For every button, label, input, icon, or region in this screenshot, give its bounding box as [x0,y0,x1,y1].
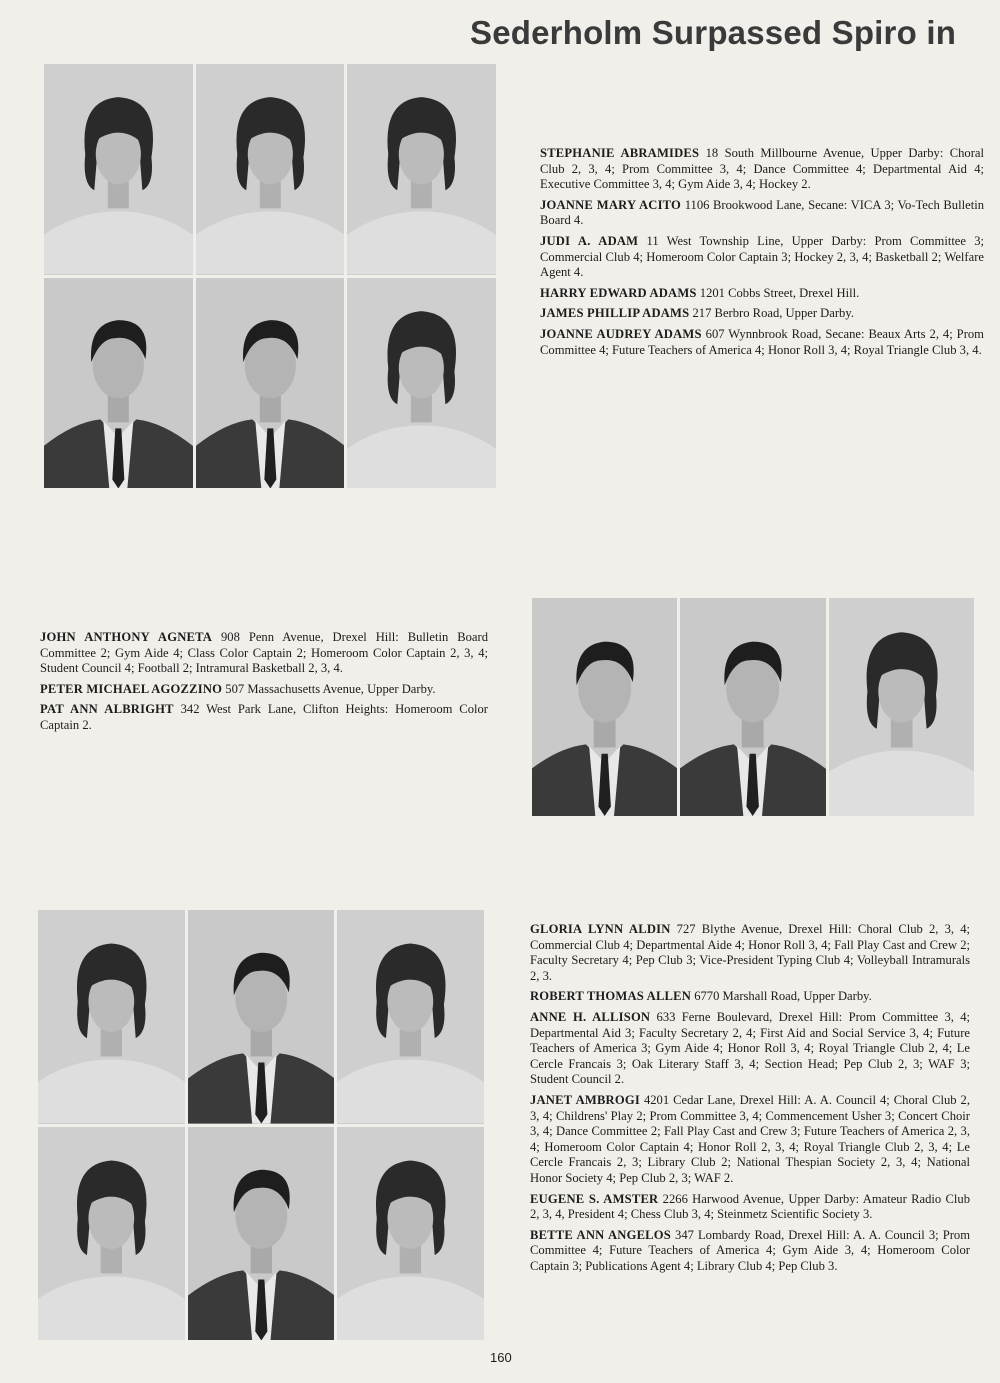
student-details: 1201 Cobbs Street, Drexel Hill. [696,285,860,300]
student-details: 217 Berbro Road, Upper Darby. [689,306,854,321]
bio-entry [540,146,984,193]
bio-column-top [540,146,984,363]
student-name: JOANNE AUDREY ADAMS [540,326,702,341]
portrait-gloria-lynn-aldin [38,910,185,1124]
student-name: JOHN ANTHONY AGNETA [40,630,213,644]
student-details: 727 Blythe Avenue, Drexel Hill: Choral Club 2, 3, 4; Commercial Club 4; Departmental Aide 4; Honor Roll 3, 4; Fall Play Cast and Crew 2; Faculty Secretary 4; Pep Club 3; Vice-President Typing Club 4; Volleyball Intramurals 2, 3. [530,922,970,983]
student-name: HARRY EDWARD ADAMS [540,285,697,300]
portrait-robert-thomas-allen [188,910,335,1124]
bio-entry [530,922,970,984]
student-details: 4201 Cedar Lane, Drexel Hill: A. A. Council 4; Choral Club 2, 3, 4; Childrens' Play 2; Prom Committee 3, 4; Commencement Usher 3; Concert Choir 3, 4; Dance Committee 2; Fall Play Cast and Crew 3; Future Teachers of America 2, 3, 4; Homeroom Color Captain 4; Honor Roll 2, 3, 4; Royal Triangle Club 2, 3, 4; Le Cercle Francais 2, 3; Library Club 2; National Thespian Society 2, 3, 4; National Honor Society 4; Pep Club 2, 3; WAF 2. [530,1092,970,1185]
student-details: 11 West Township Line, Upper Darby: Prom Committee 3; Commercial Club 4; Homeroom Color Captain 3; Hockey 2, 3, 4; Basketball 2; Welfare Agent 4. [540,233,985,280]
bio-entry [530,1192,970,1223]
portrait-peter-michael-agozzino [680,598,825,816]
bio-entry [530,1093,970,1187]
student-name: GLORIA LYNN ALDIN [530,922,671,936]
portrait-judi-a-adam [347,64,496,275]
portrait-harry-edward-adams [44,278,193,489]
student-name: JOANNE MARY ACITO [540,197,682,212]
portrait-eugene-s-amster [188,1127,335,1341]
student-details: 908 Penn Avenue, Drexel Hill: Bulletin Board Committee 2; Gym Aide 4; Class Color Captain 2; Homeroom Color Captain 2, 3, 4; Student Council 4; Football 2; Intramural Basketball 2, 3, 4. [40,630,489,676]
student-name: PAT ANN ALBRIGHT [40,702,174,717]
student-name: JUDI A. ADAM [540,233,639,248]
student-details: 6770 Marshall Road, Upper Darby. [691,989,872,1004]
bio-entry [540,306,984,322]
portrait-joanne-audrey-adams [347,278,496,489]
bio-column-middle [40,630,488,739]
bio-entry [530,1228,970,1275]
portrait-pat-ann-albright [829,598,974,816]
portrait-john-anthony-agneta [532,598,677,816]
bio-entry [40,702,488,733]
student-details: 1106 Brookwood Lane, Secane: VICA 3; Vo-Tech Bulletin Board 4. [540,197,984,228]
student-details: 507 Massachusetts Avenue, Upper Darby. [222,681,436,696]
bio-entry [40,630,488,677]
student-details: 607 Wynnbrook Road, Secane: Beaux Arts 2, 4; Prom Committee 4; Future Teachers of America 4; Honor Roll 3, 4; Royal Triangle Club 3, 4. [540,326,984,357]
portrait-bette-ann-angelos [337,1127,484,1341]
page-number: 160 [490,1350,512,1365]
bio-entry [530,1010,970,1088]
bio-column-bottom [530,922,970,1279]
student-name: PETER MICHAEL AGOZZINO [40,681,223,696]
student-details: 2266 Harwood Avenue, Upper Darby: Amateur Radio Club 2, 3, 4, President 4; Chess Club 3, 4; Steinmetz Scientific Society 3. [530,1191,970,1222]
student-name: JAMES PHILLIP ADAMS [540,306,690,321]
bio-entry [540,198,984,229]
portrait-stephanie-abramides [44,64,193,275]
bio-entry [540,234,984,281]
student-name: EUGENE S. AMSTER [530,1191,659,1206]
student-name: ANNE H. ALLISON [530,1009,651,1024]
bio-entry [540,327,984,358]
student-details: 18 South Millbourne Avenue, Upper Darby: Choral Club 2, 3, 4; Prom Committee 3, 4; Dance Committee 4; Departmental Aid 4; Executive Committee 3, 4; Gym Aide 3, 4; Hockey 2. [540,146,984,192]
student-name: BETTE ANN ANGELOS [530,1227,671,1242]
portrait-james-phillip-adams [196,278,345,489]
student-details: 347 Lombardy Road, Drexel Hill: A. A. Council 3; Prom Committee 4; Future Teachers of America 4; Gym Aide 3, 4; Homeroom Color Captain 3; Publications Agent 4; Library Club 4; Pep Club 3. [530,1227,970,1273]
page-headline: Sederholm Surpassed Spiro in [470,14,957,51]
student-name: JANET AMBROGI [530,1092,640,1107]
portrait-anne-h-allison [337,910,484,1124]
bio-entry [530,989,970,1005]
student-name: STEPHANIE ABRAMIDES [540,146,700,160]
student-name: ROBERT THOMAS ALLEN [530,989,692,1004]
bio-entry [540,286,984,302]
portrait-janet-ambrogi [38,1127,185,1341]
portrait-joanne-mary-acito [196,64,345,275]
bio-entry [40,682,488,698]
portrait-grid-middle [532,598,974,816]
student-details: 633 Ferne Boulevard, Drexel Hill: Prom Committee 3, 4; Departmental Aid 3; Faculty Secretary 2, 4; First Aid and Social Service 3, 4; Future Teachers of America 3; Gym Aide 4; Honor Roll 3, 4; Royal Triangle Club 2, 4; Le Cercle Francais 3; Oak Literary Staff 3, 4; Section Head; Pep Club 2, 3; WAF 3; Student Council 2. [530,1009,970,1087]
portrait-grid-bottom [38,910,484,1340]
portrait-grid-top [44,64,496,488]
student-details: 342 West Park Lane, Clifton Heights: Homeroom Color Captain 2. [40,702,488,732]
